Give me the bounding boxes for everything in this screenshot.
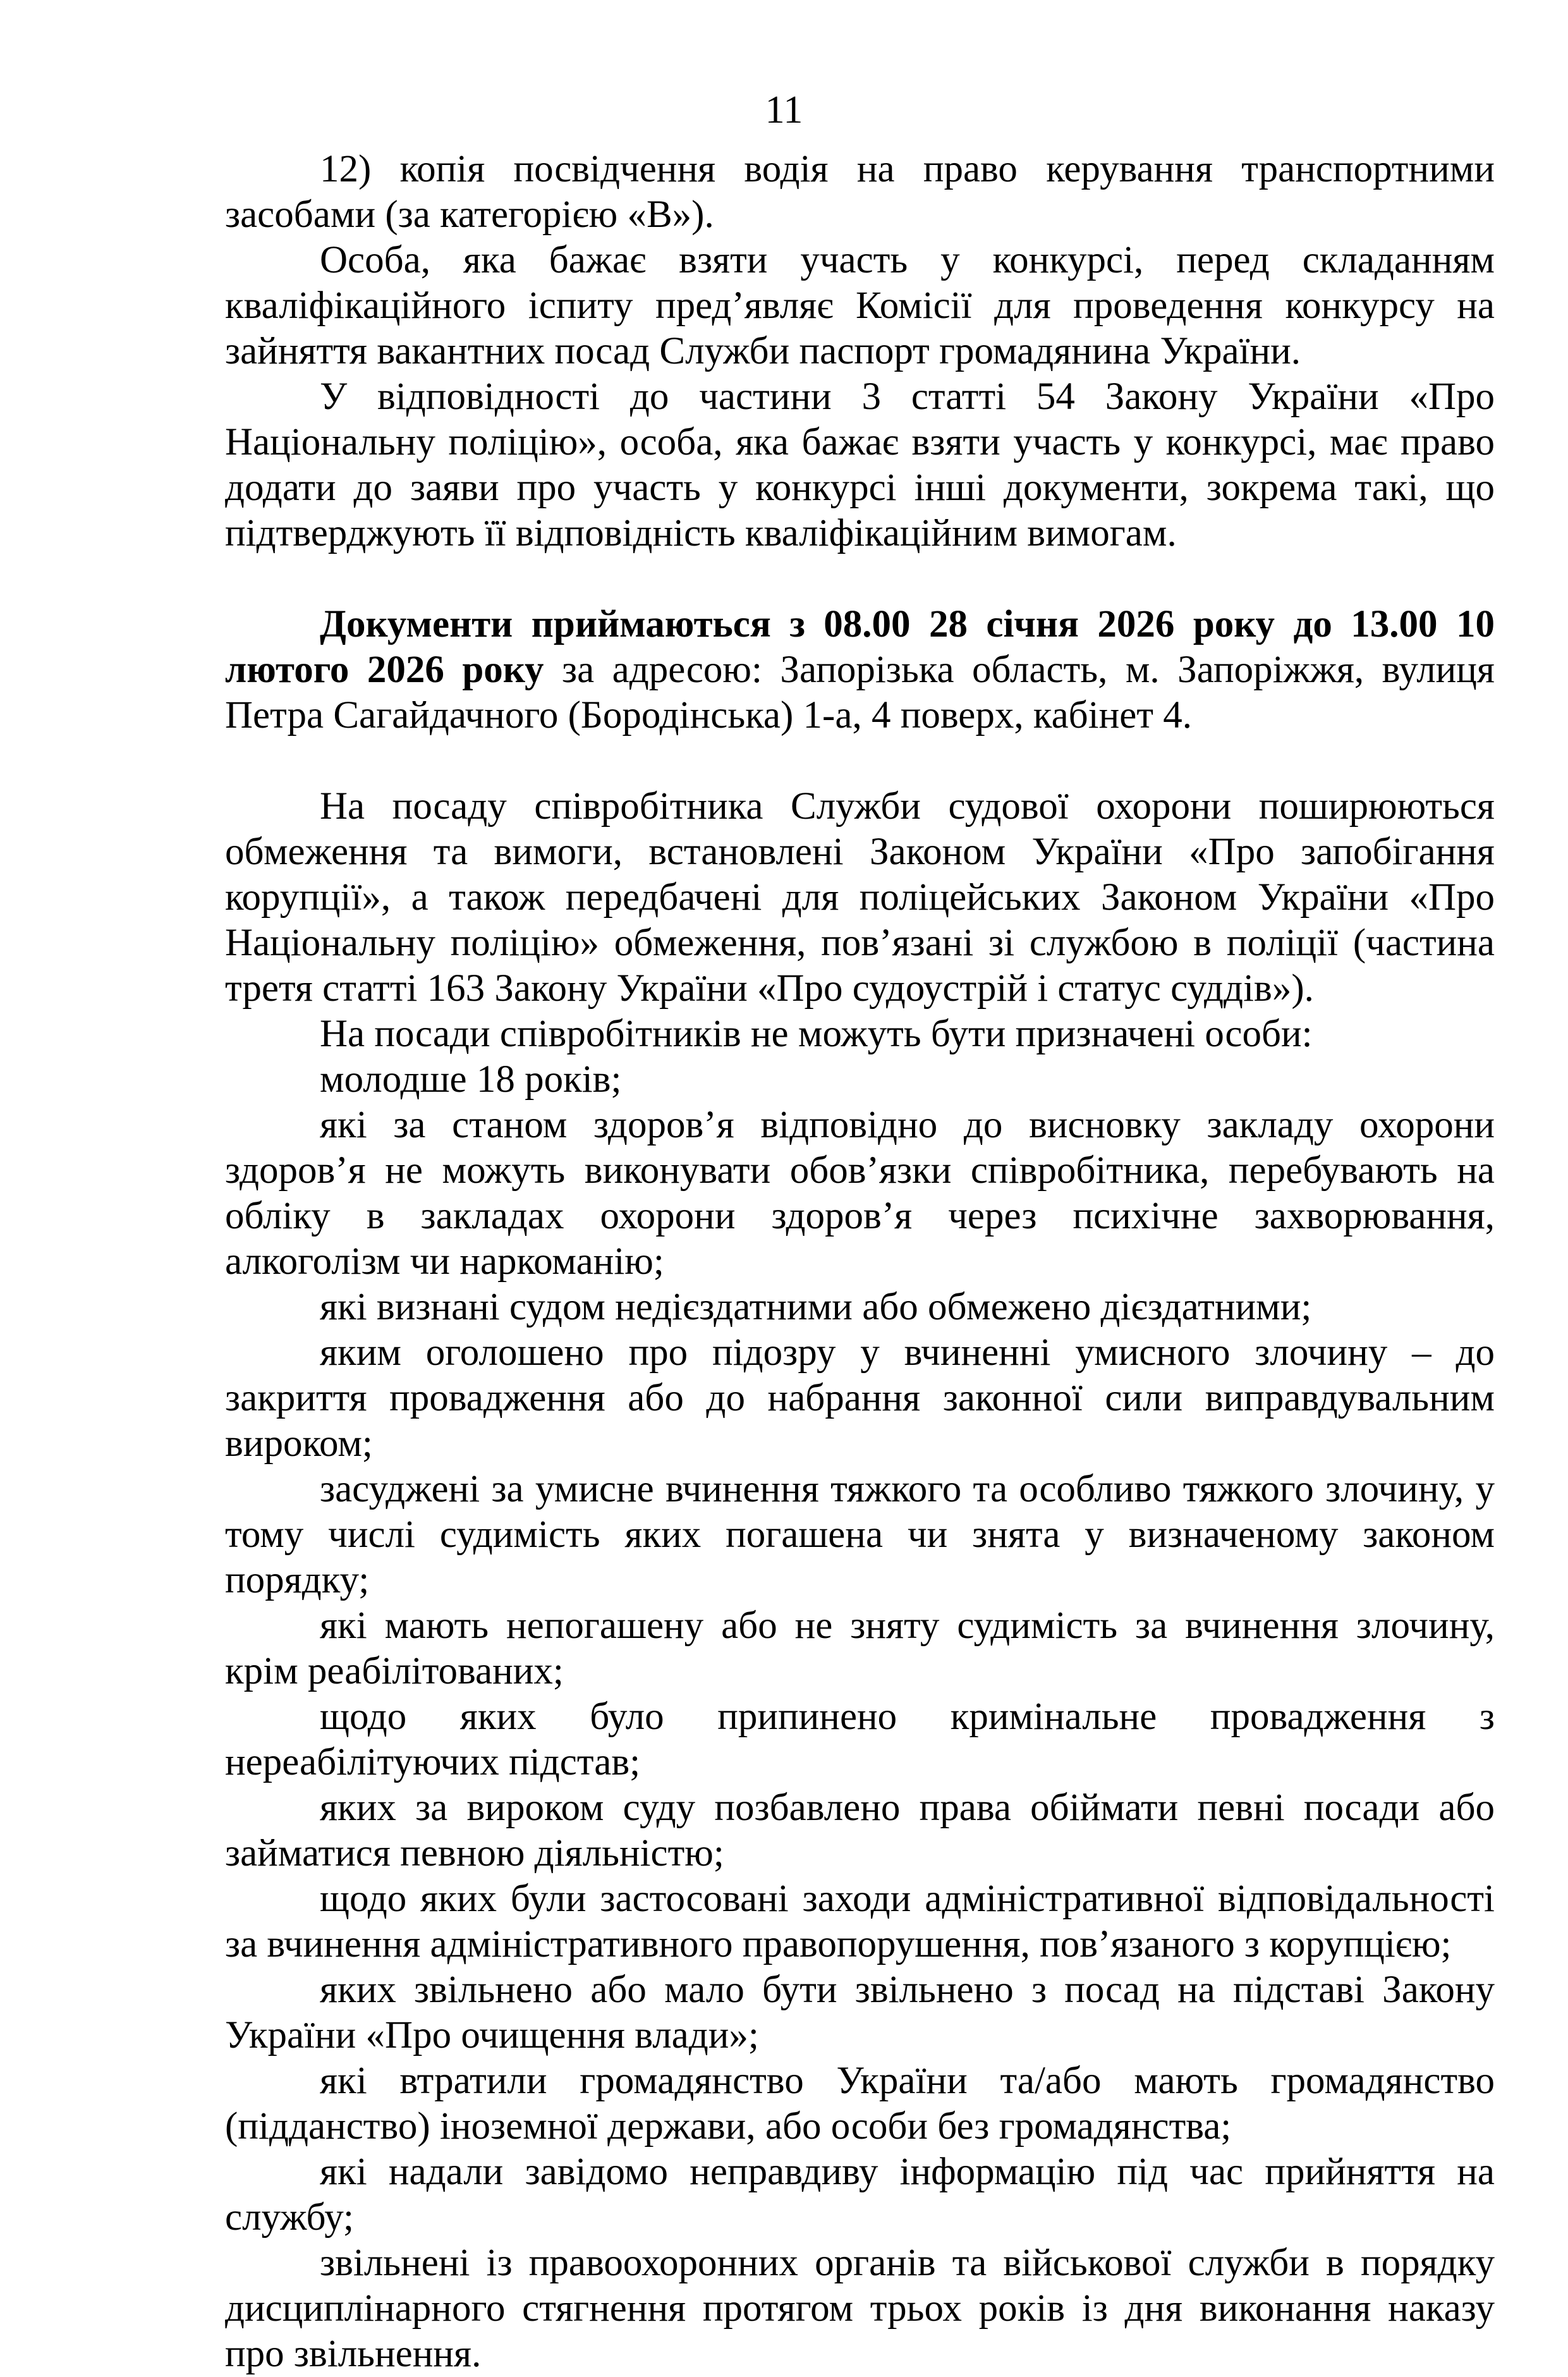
paragraph-driver-license: 12) копія посвідчення водія на право керування транспортними засобами (за категорією «В»). bbox=[225, 148, 1495, 236]
restrictions-lead: На посади співробітників не можуть бути призначені особи: bbox=[320, 1013, 1313, 1055]
restriction-item: які надали завідомо неправдиву інформацію під час прийняття на службу; bbox=[225, 2151, 1495, 2239]
restriction-item: яким оголошено про підозру у вчиненні умисного злочину – до закриття провадження або до набрання законної сили виправдувальним вироком; bbox=[225, 1331, 1495, 1465]
restrictions-intro: На посаду співробітника Служби судової охорони поширюються обмеження та вимоги, встановлені Законом України «Про запобігання корупції», а також передбачені для поліцейських Законом України «Про Національну поліцію» обмеження, пов’язані зі службою в поліції (частина третя статті 163 Закону України «Про судоустрій і статус суддів»). bbox=[225, 785, 1495, 1010]
restriction-item: щодо яких були застосовані заходи адміністративної відповідальності за вчинення адміністративного правопорушення, пов’язаного з корупцією; bbox=[225, 1878, 1495, 1965]
spacer bbox=[225, 556, 1495, 602]
restriction-item: яких за вироком суду позбавлено права обіймати певні посади або займатися певною діяльністю; bbox=[225, 1787, 1495, 1874]
restriction-item: молодше 18 років; bbox=[320, 1058, 622, 1101]
paragraph-additional-documents: У відповідності до частини 3 статті 54 Закону України «Про Національну поліцію», особа, яка бажає взяти участь у конкурсі, має право додати до заяви про участь у конкурсі інші документи, зокрема такі, що підтверджують її відповідність кваліфікаційним вимогам. bbox=[225, 376, 1495, 554]
paragraph-passport: Особа, яка бажає взяти участь у конкурсі, перед складанням кваліфікаційного іспиту пред’являє Комісії для проведення конкурсу на зайняття вакантних посад Служби паспорт громадянина України. bbox=[225, 239, 1495, 372]
page-number: 11 bbox=[765, 89, 803, 131]
document-body bbox=[225, 147, 1495, 2377]
restriction-item: звільнені із правоохоронних органів та військової служби в порядку дисциплінарного стягнення протягом трьох років із дня виконання наказу про звільнення. bbox=[225, 2242, 1495, 2375]
documents-notice-address: за адресою: Запорізька область, м. Запоріжжя, вулиця Петра Сагайдачного (Бородінська) 1-а, 4 поверх, кабінет 4. bbox=[225, 649, 1495, 736]
restriction-item: щодо яких було припинено кримінальне провадження з нереабілітуючих підстав; bbox=[225, 1696, 1495, 1783]
restriction-item: які втратили громадянство України та/або мають громадянство (підданство) іноземної держави, або особи без громадянства; bbox=[225, 2060, 1495, 2148]
restriction-item: яких звільнено або мало бути звільнено з посад на підставі Закону України «Про очищення влади»; bbox=[225, 1969, 1495, 2056]
restriction-item: які за станом здоров’я відповідно до висновку закладу охорони здоров’я не можуть виконувати обов’язки співробітника, перебувають на обліку в закладах охорони здоров’я через психічне захворювання, алкоголізм чи наркоманію; bbox=[225, 1104, 1495, 1283]
spacer bbox=[225, 738, 1495, 784]
documents-notice bbox=[225, 602, 1495, 738]
restriction-item: які визнані судом недієздатними або обмежено дієздатними; bbox=[320, 1286, 1312, 1328]
restriction-item: засуджені за умисне вчинення тяжкого та особливо тяжкого злочину, у тому числі судимість яких погашена чи знята у визначеному законом порядку; bbox=[225, 1468, 1495, 1601]
documents-notice-dates: Документи приймаються з 08.00 28 січня 2026 року до 13.00 10 лютого 2026 року bbox=[225, 603, 1495, 691]
restriction-item: які мають непогашену або не зняту судимість за вчинення злочину, крім реабілітованих; bbox=[225, 1604, 1495, 1692]
